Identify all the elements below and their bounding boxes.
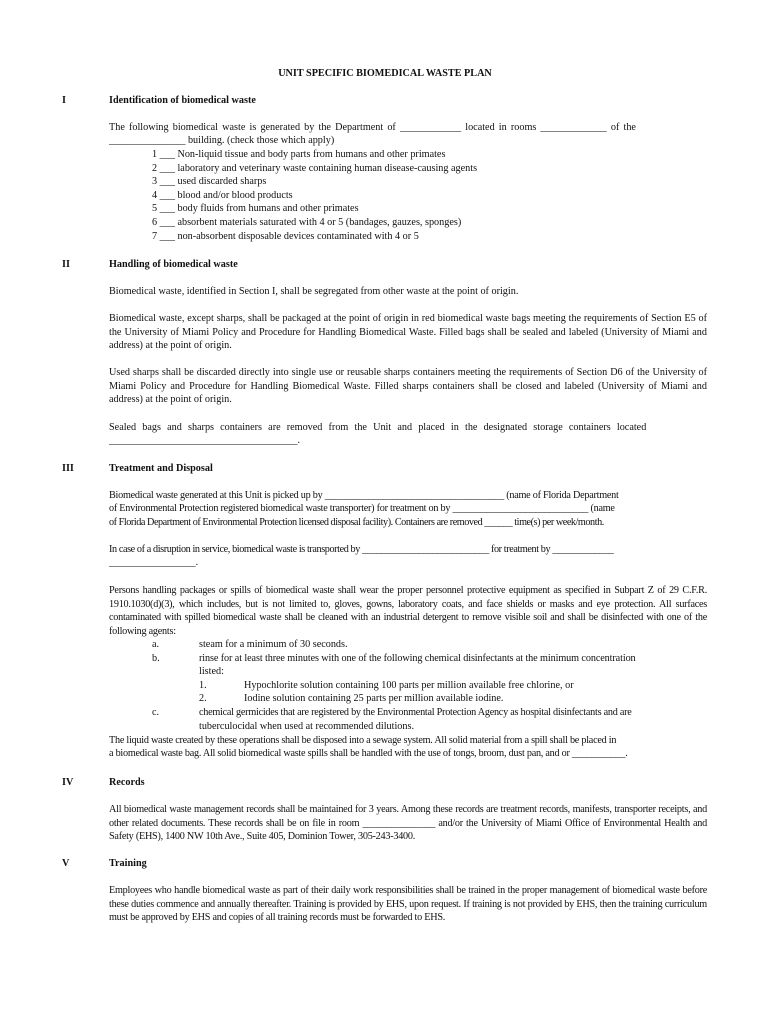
- section-heading-treatment: Treatment and Disposal: [109, 463, 213, 474]
- section-number-v: V: [62, 858, 70, 869]
- s3-paragraph-4-line-1: The liquid waste created by these operations shall be disposed into a sewage system. All solid material from a spill shall be placed in: [109, 735, 617, 746]
- section-number-ii: II: [62, 259, 70, 270]
- s2-paragraph-4-line-1: Sealed bags and sharps containers are removed from the Unit and placed in the designated storage containers located: [109, 422, 647, 433]
- s5-paragraph-1: Employees who handle biomedical waste as part of their daily work responsibilities shall be trained in the proper management of biomedical waste before these duties commence and annually thereafter. Training is provided by EHS, upon request. If training is not provided by EHS, then the training curriculum must be approved by EHS and copies of all training records must be forwarded to EHS.: [109, 885, 707, 923]
- agent-label-c: c.: [152, 707, 160, 718]
- section-number-iii: III: [62, 463, 74, 474]
- checklist-item: 2 ___ laboratory and veterinary waste containing human disease-causing agents: [152, 162, 478, 174]
- s1-intro-line-1: The following biomedical waste is generated by the Department of ____________ located in rooms _____________ of the: [109, 122, 636, 133]
- s2-paragraph-4-line-2: _____________________________________.: [109, 435, 301, 446]
- document-title: UNIT SPECIFIC BIOMEDICAL WASTE PLAN: [278, 68, 492, 79]
- agent-text-a: steam for a minimum of 30 seconds.: [199, 639, 348, 650]
- checklist-item: 3 ___ used discarded sharps: [152, 176, 267, 188]
- s3-paragraph-3: Persons handling packages or spills of biomedical waste shall wear the proper personnel protective equipment as specified in Subpart Z of 29 C.F.R. 1910.1030(d)(3), which includes, but is not limited to, gloves, gowns, laboratory coats, and face shields or masks and eye protection. All surfaces contaminated with spilled biomedical waste shall be cleaned with an industrial detergent to remove visible soil and shall be disinfected with one of the following agents:: [109, 585, 707, 637]
- s2-paragraph-2: Biomedical waste, except sharps, shall be packaged at the point of origin in red biomedical waste bags meeting the requirements of Section E5 of the University of Miami Policy and Procedure for Handling Biomedical Waste. Filled bags shall be sealed and labeled (University of Miami and address) at the point of origin.: [109, 313, 707, 351]
- agent-label-a: a.: [152, 639, 160, 650]
- section-heading-records: Records: [109, 777, 145, 788]
- section-number-i: I: [62, 95, 66, 106]
- agent-sub-text-2: Iodine solution containing 25 parts per million available iodine.: [244, 693, 504, 704]
- agent-sub-label-1: 1.: [199, 680, 207, 691]
- s2-paragraph-3: Used sharps shall be discarded directly into single use or reusable sharps containers meeting the requirements of Section D6 of the University of Miami Policy and Procedure for Handling Biomedical Waste. Filled sharps containers shall be closed and labeled (University of Miami and address) at the point of origin.: [109, 367, 707, 405]
- s3-paragraph-1-line-3: of Florida Department of Environmental Protection licensed disposal facility). Containers are removed ______ time(s) per week/month.: [109, 517, 604, 528]
- agent-text-b-line-2: listed:: [199, 666, 224, 677]
- agent-text-b-line-1: rinse for at least three minutes with one of the following chemical disinfectants at the minimum concentration: [199, 653, 636, 664]
- waste-type-checklist: [152, 148, 477, 243]
- checklist-item: 7 ___ non-absorbent disposable devices contaminated with 4 or 5: [152, 230, 419, 242]
- checklist-item: 4 ___ blood and/or blood products: [152, 189, 293, 201]
- s4-paragraph-1: All biomedical waste management records shall be maintained for 3 years. Among these records are treatment records, manifests, transporter receipts, and other related documents. These records shall be on file in room _______________ and/or the University of Miami Office of Environmental Health and Safety (EHS), 1400 NW 10th Ave., Suite 405, Dominion Tower, 305-243-3400.: [109, 804, 707, 842]
- agent-sub-text-1: Hypochlorite solution containing 100 parts per million available free chlorine, or: [244, 680, 574, 691]
- section-number-iv: IV: [62, 777, 74, 788]
- section-heading-training: Training: [109, 858, 147, 869]
- section-heading-handling: Handling of biomedical waste: [109, 259, 238, 270]
- s2-paragraph-1: Biomedical waste, identified in Section I, shall be segregated from other waste at the point of origin.: [109, 286, 519, 297]
- checklist-item: 6 ___ absorbent materials saturated with 4 or 5 (bandages, gauzes, sponges): [152, 216, 462, 228]
- checklist-item: 5 ___ body fluids from humans and other primates: [152, 203, 359, 215]
- s3-paragraph-1-line-1: Biomedical waste generated at this Unit is picked up by _____________________________________ (name of Florida Department: [109, 490, 619, 501]
- agent-sub-label-2: 2.: [199, 693, 207, 704]
- s3-paragraph-2-line-1: In case of a disruption in service, biomedical waste is transported by ___________________________ for treatment by _____________: [109, 544, 614, 555]
- s3-paragraph-2-line-2: _________________.: [109, 557, 199, 568]
- agent-text-c-line-1: chemical germicides that are registered by the Environmental Protection Agency as hospital disinfectants and are: [199, 707, 632, 718]
- s1-intro-line-2: _______________ building. (check those which apply): [109, 135, 335, 146]
- checklist-item: 1 ___ Non-liquid tissue and body parts from humans and other primates: [152, 149, 446, 160]
- agent-text-c-line-2: tuberculocidal when used at recommended dilutions.: [199, 721, 415, 732]
- s3-paragraph-4-line-2: a biomedical waste bag. All solid biomedical waste spills shall be handled with the use of tongs, broom, dust pan, and or ___________.: [109, 748, 628, 759]
- agent-label-b: b.: [152, 653, 160, 664]
- section-heading-identification: Identification of biomedical waste: [109, 95, 256, 106]
- s3-paragraph-1-line-2: of Environmental Protection registered biomedical waste transporter) for treatment on by ____________________________ (name: [109, 503, 615, 514]
